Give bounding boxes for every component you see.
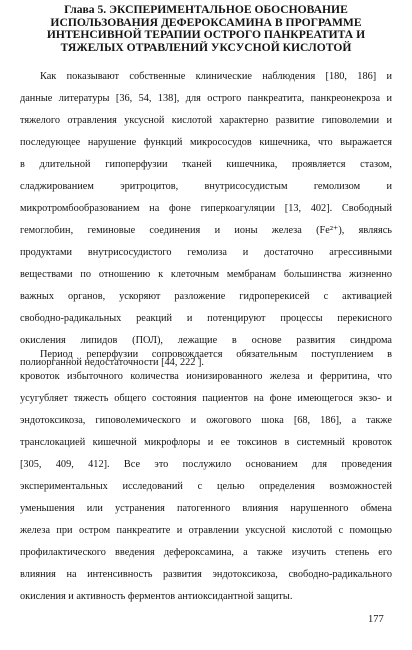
text-line: усугубляет тяжесть общего состояния пациентов на фоне имеющегося экзо- и [20,393,392,404]
text-line: окисления и активность ферментов антиоксидантной защиты. [20,591,293,602]
text-line: влияния на интенсивность развития эндотоксикоза, свободно-радикального [20,569,392,580]
text-line: микротромбообразованием на фоне гиперкоагуляции [13, 402]. Свободный [20,203,392,214]
heading-line: ИСПОЛЬЗОВАНИЯ ДЕФЕРОКСАМИНА В ПРОГРАММЕ [50,15,362,29]
text-line: полиорганной недостаточности [44, 222 ]. [20,357,204,368]
text-line: в длительной гипоперфузии тканей кишечника, проявляется стазом, [20,159,392,170]
text-line: последующее нарушение функций микрососудов кишечника, что выражается [20,137,392,148]
text-line: окисления липидов (ПОЛ), лежащие в основе развития синдрома [20,335,392,346]
text-line: тяжелого отравления уксусной кислотой характерно развитие гиповолемии и [20,115,392,126]
chapter-heading [20,4,392,54]
page-number: 177 [368,614,384,625]
text-line: экспериментальных исследований с целью определения возможностей [20,481,392,492]
heading-line: Глава 5. ЭКСПЕРИМЕНТАЛЬНОЕ ОБОСНОВАНИЕ [64,3,348,16]
text-line: железа при остром панкреатите и отравлении уксусной кислотой с помощью [20,525,392,536]
paragraph-1 [20,66,392,374]
text-line: Как показывают собственные клинические наблюдения [180, 186] и [40,71,392,82]
heading-line: ТЯЖЕЛЫХ ОТРАВЛЕНИЙ УКСУСНОЙ КИСЛОТОЙ [60,40,352,54]
text-line: транслокацией кишечной микрофлоры и ее токсинов в системный кровоток [20,437,392,448]
text-line: важных органов, ускоряют разложение гидроперекисей с активацией [20,291,392,302]
text-line: Период реперфузии сопровождается обязательным поступлением в [40,349,392,360]
text-line: продуктами внутрисосудистого гемолиза и достаточно агрессивными [20,247,392,258]
text-line: сладжированием эритроцитов, внутрисосудистым гемолизом и [20,181,392,192]
text-line: уменьшения или устранения патогенного влияния нарушенного обмена [20,503,392,514]
text-line: гемоглобин, геминовые соединения и ионы железа (Fe²⁺), являясь [20,225,392,236]
heading-line: ИНТЕНСИВНОЙ ТЕРАПИИ ОСТРОГО ПАНКРЕАТИТА И [46,28,366,41]
text-line: свободно-радикальных реакций и потенцируют процессы перекисного [20,313,392,324]
paragraph-2 [20,344,392,608]
text-line: эндотоксикоза, гиповолемического и ожогового шока [68, 186], а также [20,415,392,426]
text-line: профилактического введения дефероксамина, а также изучить степень его [20,547,392,558]
text-line: [305, 409, 412]. Все это послужило основанием для проведения [20,459,392,470]
text-line: кровоток избыточного количества ионизированного железа и ферритина, что [20,371,392,382]
text-line: данные литературы [36, 54, 138], для острого панкреатита, панкреонекроза и [20,93,392,104]
text-line: веществами по отношению к клеточным мембранам большинства жизненно [20,269,392,280]
